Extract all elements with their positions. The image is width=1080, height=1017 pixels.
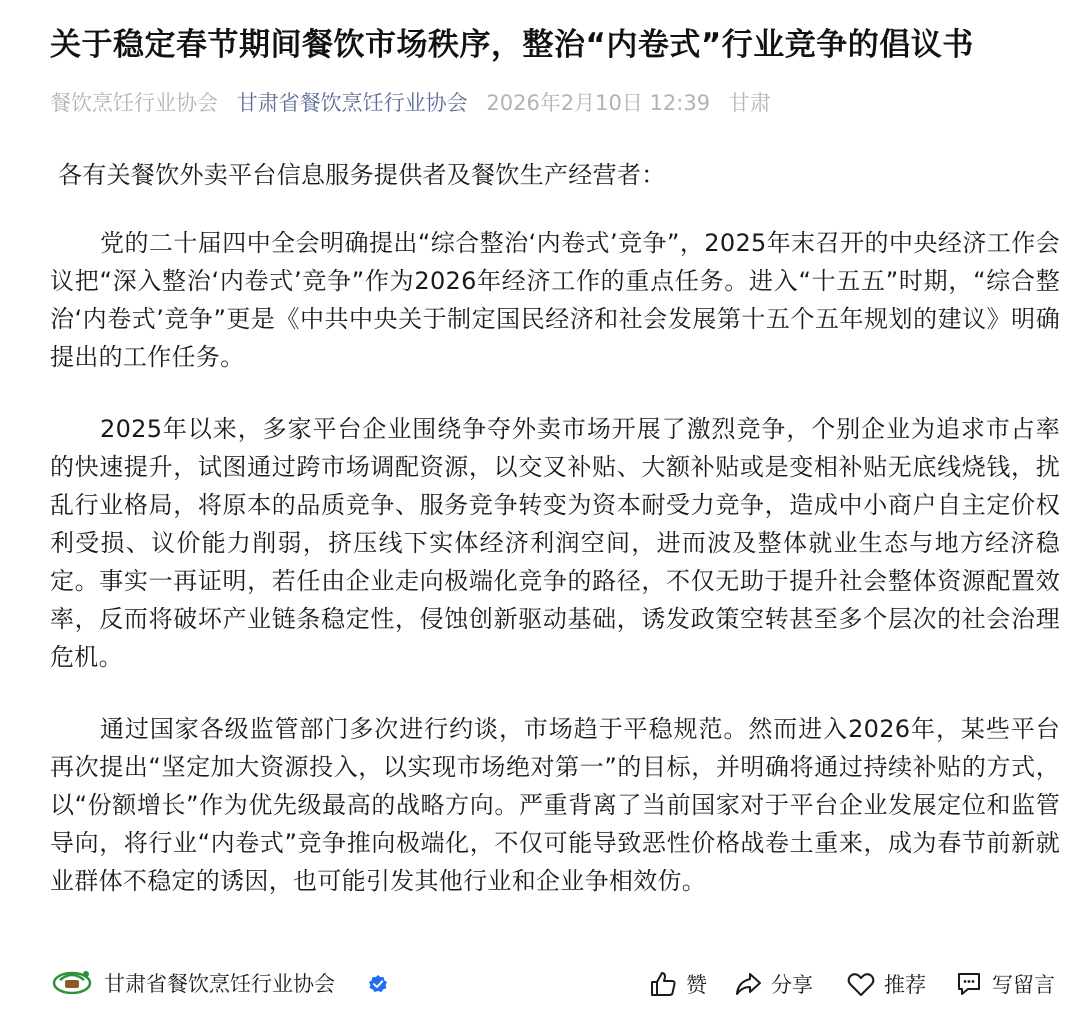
logo-icon[interactable] — [52, 968, 92, 994]
meta-datetime: 2026年2月10日 12:39 — [486, 91, 711, 115]
like-label: 赞 — [686, 973, 707, 997]
share-label: 分享 — [771, 973, 813, 997]
heart-icon — [846, 969, 876, 999]
article-title: 关于稳定春节期间餐饮市场秩序，整治“内卷式”行业竞争的倡议书 — [50, 27, 974, 63]
like-button[interactable] — [648, 966, 707, 1002]
verified-icon — [368, 974, 388, 994]
comment-button[interactable] — [954, 966, 1055, 1002]
meta-location: 甘肃 — [728, 91, 771, 115]
bottom-bar — [0, 940, 1080, 1017]
comment-label: 写留言 — [992, 973, 1055, 997]
bottom-account-name[interactable]: 甘肃省餐饮烹饪行业协会 — [104, 972, 335, 996]
share-button[interactable] — [733, 966, 813, 1002]
article — [50, 22, 1060, 940]
meta-account-link[interactable]: 甘肃省餐饮烹饪行业协会 — [236, 91, 468, 115]
recommend-button[interactable] — [846, 966, 926, 1002]
comment-icon — [954, 969, 984, 999]
thumbs-up-icon — [648, 969, 678, 999]
paragraph-3: 通过国家各级监管部门多次进行约谈，市场趋于平稳规范。然而进入2026年，某些平台再次提出“坚定加大资源投入，以实现市场绝对第一”的目标，并明确将通过持续补贴的方式，以“份额增长”作为优先级最高的战略方向。严重背离了当前国家对于平台企业发展定位和监管导向，将行业“内卷式”竞争推向极端化，不仅可能导致恶性价格战卷土重来，成为春节前新就业群体不稳定的诱因，也可能引发其他行业和企业争相效仿。 — [50, 715, 1060, 895]
recommend-label: 推荐 — [884, 973, 926, 997]
article-meta — [50, 88, 1060, 118]
meta-author: 餐饮烹饪行业协会 — [50, 91, 218, 115]
paragraph-1: 党的二十届四中全会明确提出“综合整治‘内卷式’竞争”，2025年末召开的中央经济工作会议把“深入整治‘内卷式’竞争”作为2026年经济工作的重点任务。进入“十五五”时期，“综合整治‘内卷式’竞争”更是《中共中央关于制定国民经济和社会发展第十五个五年规划的建议》明确提出的工作任务。 — [50, 229, 1060, 371]
article-body — [50, 156, 1060, 900]
paragraph-2: 2025年以来，多家平台企业围绕争夺外卖市场开展了激烈竞争，个别企业为追求市占率的快速提升，试图通过跨市场调配资源，以交叉补贴、大额补贴或是变相补贴无底线烧钱，扰乱行业格局，将原本的品质竞争、服务竞争转变为资本耐受力竞争，造成中小商户自主定价权利受损、议价能力削弱，挤压线下实体经济利润空间，进而波及整体就业生态与地方经济稳定。事实一再证明，若任由企业走向极端化竞争的路径，不仅无助于提升社会整体资源配置效率，反而将破坏产业链条稳定性，侵蚀创新驱动基础，诱发政策空转甚至多个层次的社会治理危机。 — [50, 415, 1060, 671]
text-fade-overlay — [0, 905, 1080, 940]
share-icon — [733, 969, 763, 999]
salutation: 各有关餐饮外卖平台信息服务提供者及餐饮生产经营者： — [58, 161, 666, 189]
